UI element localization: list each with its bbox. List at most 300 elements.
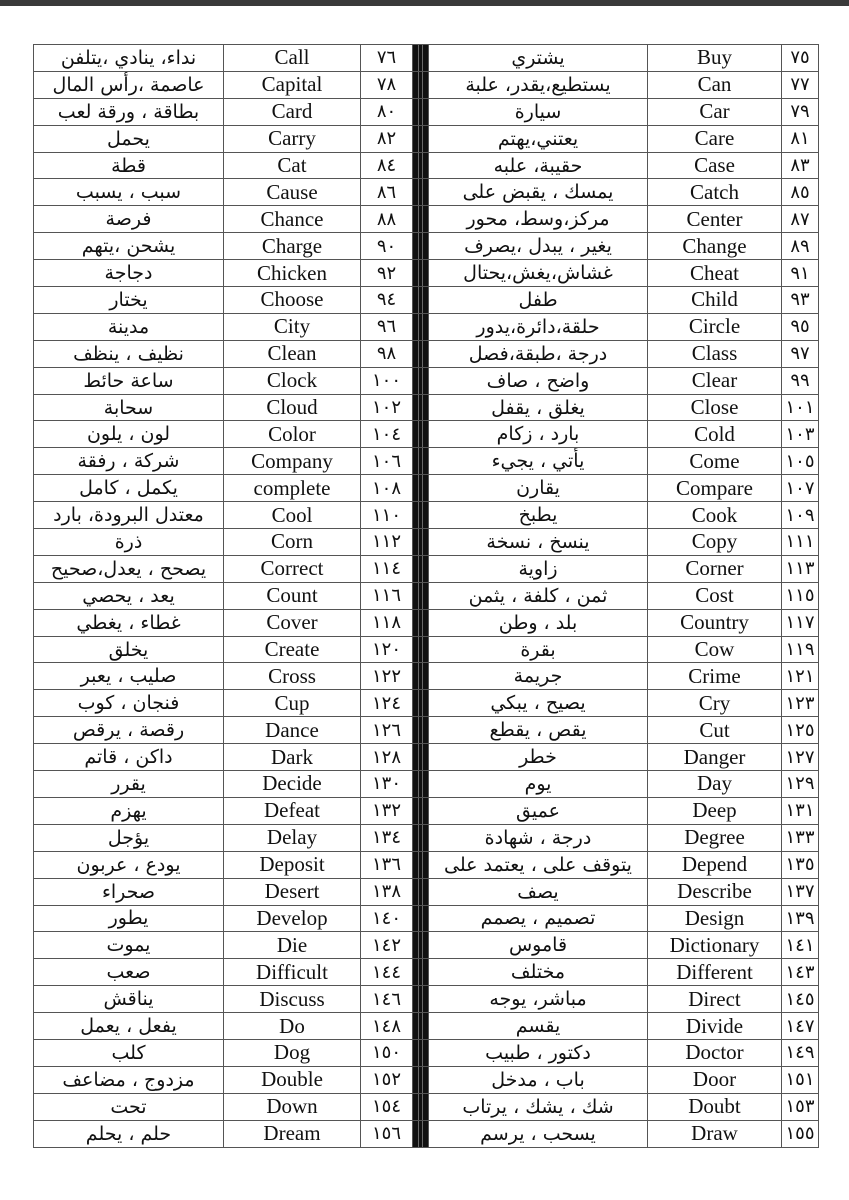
table-row <box>34 71 819 98</box>
left-english-word: Decide <box>224 771 361 798</box>
right-arabic-meaning: باب ، مدخل <box>429 1066 648 1093</box>
left-entry-number: ١٥٦ <box>361 1120 413 1147</box>
table-row <box>34 744 819 771</box>
left-arabic-meaning: يفعل ، يعمل <box>34 1013 224 1040</box>
divider-line <box>418 475 423 501</box>
left-english-word: Difficult <box>224 959 361 986</box>
right-entry-number: ١٠٣ <box>782 421 819 448</box>
left-entry-number: ١٠٨ <box>361 475 413 502</box>
right-entry-number: ١٠٩ <box>782 502 819 529</box>
left-arabic-meaning: مدينة <box>34 313 224 340</box>
left-arabic-meaning: معتدل البرودة، بارد <box>34 502 224 529</box>
left-english-word: complete <box>224 475 361 502</box>
table-row <box>34 986 819 1013</box>
left-english-word: Cat <box>224 152 361 179</box>
right-english-word: Day <box>648 771 782 798</box>
left-english-word: Cool <box>224 502 361 529</box>
column-divider <box>413 125 429 152</box>
table-row <box>34 98 819 125</box>
right-entry-number: ١٠١ <box>782 394 819 421</box>
right-english-word: Doctor <box>648 1039 782 1066</box>
left-entry-number: ٩٨ <box>361 340 413 367</box>
left-arabic-meaning: ذرة <box>34 529 224 556</box>
divider-line <box>418 45 423 71</box>
right-entry-number: ١٢٧ <box>782 744 819 771</box>
table-row <box>34 152 819 179</box>
left-english-word: Dark <box>224 744 361 771</box>
right-entry-number: ١٠٧ <box>782 475 819 502</box>
left-entry-number: ١٤٤ <box>361 959 413 986</box>
column-divider <box>413 313 429 340</box>
left-english-word: Dog <box>224 1039 361 1066</box>
table-row <box>34 609 819 636</box>
divider-line <box>418 448 423 474</box>
vocabulary-sheet <box>33 44 818 1148</box>
divider-line <box>418 771 423 797</box>
column-divider <box>413 555 429 582</box>
right-english-word: Draw <box>648 1120 782 1147</box>
left-english-word: Dance <box>224 717 361 744</box>
left-entry-number: ١١٨ <box>361 609 413 636</box>
divider-line <box>418 610 423 636</box>
left-arabic-meaning: ساعة حائط <box>34 367 224 394</box>
left-english-word: Cloud <box>224 394 361 421</box>
column-divider <box>413 636 429 663</box>
table-row <box>34 233 819 260</box>
right-english-word: Car <box>648 98 782 125</box>
left-arabic-meaning: لون ، يلون <box>34 421 224 448</box>
right-english-word: Child <box>648 287 782 314</box>
left-entry-number: ١٤٨ <box>361 1013 413 1040</box>
left-english-word: Correct <box>224 555 361 582</box>
table-row <box>34 771 819 798</box>
left-arabic-meaning: يناقش <box>34 986 224 1013</box>
right-arabic-meaning: ثمن ، كلفة ، يثمن <box>429 582 648 609</box>
left-arabic-meaning: يقرر <box>34 771 224 798</box>
divider-line <box>418 233 423 259</box>
right-arabic-meaning: يوم <box>429 771 648 798</box>
left-entry-number: ٨٤ <box>361 152 413 179</box>
left-english-word: Color <box>224 421 361 448</box>
right-entry-number: ١٣٧ <box>782 878 819 905</box>
right-english-word: Catch <box>648 179 782 206</box>
right-arabic-meaning: حقيبة، علبه <box>429 152 648 179</box>
column-divider <box>413 1093 429 1120</box>
left-english-word: Cover <box>224 609 361 636</box>
right-english-word: Danger <box>648 744 782 771</box>
right-arabic-meaning: يصيح ، يبكي <box>429 690 648 717</box>
vocabulary-rows <box>34 45 819 1148</box>
divider-line <box>418 690 423 716</box>
table-row <box>34 959 819 986</box>
left-arabic-meaning: يودع ، عربون <box>34 851 224 878</box>
right-arabic-meaning: يمسك ، يقبض على <box>429 179 648 206</box>
table-row <box>34 45 819 72</box>
left-entry-number: ١٢٦ <box>361 717 413 744</box>
right-arabic-meaning: بلد ، وطن <box>429 609 648 636</box>
table-row <box>34 340 819 367</box>
left-arabic-meaning: سحابة <box>34 394 224 421</box>
right-entry-number: ١٤٩ <box>782 1039 819 1066</box>
column-divider <box>413 1013 429 1040</box>
right-arabic-meaning: يعتني،يهتم <box>429 125 648 152</box>
right-arabic-meaning: يستطيع،يقدر، علبة <box>429 71 648 98</box>
right-entry-number: ٨٧ <box>782 206 819 233</box>
right-english-word: Cut <box>648 717 782 744</box>
table-row <box>34 1039 819 1066</box>
table-row <box>34 421 819 448</box>
right-english-word: Different <box>648 959 782 986</box>
column-divider <box>413 179 429 206</box>
left-arabic-meaning: فرصة <box>34 206 224 233</box>
column-divider <box>413 1039 429 1066</box>
right-arabic-meaning: درجة ،طبقة،فصل <box>429 340 648 367</box>
right-english-word: Class <box>648 340 782 367</box>
right-entry-number: ١٢٣ <box>782 690 819 717</box>
divider-line <box>418 1040 423 1066</box>
left-entry-number: ٩٤ <box>361 287 413 314</box>
left-arabic-meaning: حلم ، يحلم <box>34 1120 224 1147</box>
left-english-word: Card <box>224 98 361 125</box>
right-arabic-meaning: طفل <box>429 287 648 314</box>
left-arabic-meaning: يصحح ، يعدل،صحيح <box>34 555 224 582</box>
table-row <box>34 287 819 314</box>
column-divider <box>413 421 429 448</box>
left-english-word: Chance <box>224 206 361 233</box>
left-arabic-meaning: يهزم <box>34 797 224 824</box>
left-entry-number: ١٢٨ <box>361 744 413 771</box>
right-entry-number: ١٤٥ <box>782 986 819 1013</box>
left-entry-number: ٨٢ <box>361 125 413 152</box>
left-arabic-meaning: مزدوج ، مضاعف <box>34 1066 224 1093</box>
left-english-word: Charge <box>224 233 361 260</box>
divider-line <box>418 1013 423 1039</box>
column-divider <box>413 394 429 421</box>
left-entry-number: ١٤٢ <box>361 932 413 959</box>
left-entry-number: ١١٢ <box>361 529 413 556</box>
right-arabic-meaning: زاوية <box>429 555 648 582</box>
divider-line <box>418 986 423 1012</box>
left-arabic-meaning: يموت <box>34 932 224 959</box>
right-arabic-meaning: درجة ، شهادة <box>429 824 648 851</box>
left-english-word: Dream <box>224 1120 361 1147</box>
right-entry-number: ١١٩ <box>782 636 819 663</box>
right-arabic-meaning: تصميم ، يصمم <box>429 905 648 932</box>
table-row <box>34 1093 819 1120</box>
right-entry-number: ١١٥ <box>782 582 819 609</box>
left-arabic-meaning: يطور <box>34 905 224 932</box>
right-english-word: Cost <box>648 582 782 609</box>
divider-line <box>418 583 423 609</box>
right-entry-number: ١٣١ <box>782 797 819 824</box>
left-entry-number: ١٠٠ <box>361 367 413 394</box>
left-arabic-meaning: قطة <box>34 152 224 179</box>
table-row <box>34 475 819 502</box>
column-divider <box>413 851 429 878</box>
right-arabic-meaning: يقسم <box>429 1013 648 1040</box>
left-english-word: Call <box>224 45 361 72</box>
left-english-word: Count <box>224 582 361 609</box>
left-arabic-meaning: فنجان ، كوب <box>34 690 224 717</box>
left-entry-number: ٩٠ <box>361 233 413 260</box>
left-english-word: Cause <box>224 179 361 206</box>
right-english-word: Close <box>648 394 782 421</box>
divider-line <box>418 798 423 824</box>
right-arabic-meaning: واضح ، صاف <box>429 367 648 394</box>
right-entry-number: ٩٧ <box>782 340 819 367</box>
divider-line <box>418 72 423 98</box>
left-english-word: Defeat <box>224 797 361 824</box>
right-arabic-meaning: يطبخ <box>429 502 648 529</box>
left-english-word: Chicken <box>224 260 361 287</box>
right-arabic-meaning: يسحب ، يرسم <box>429 1120 648 1147</box>
divider-line <box>418 1121 423 1147</box>
left-entry-number: ٩٢ <box>361 260 413 287</box>
right-arabic-meaning: بقرة <box>429 636 648 663</box>
right-entry-number: ٩٩ <box>782 367 819 394</box>
right-arabic-meaning: يتوقف على ، يعتمد على <box>429 851 648 878</box>
right-english-word: Buy <box>648 45 782 72</box>
column-divider <box>413 717 429 744</box>
right-english-word: Cheat <box>648 260 782 287</box>
right-arabic-meaning: غشاش،يغش،يحتال <box>429 260 648 287</box>
left-arabic-meaning: سبب ، يسبب <box>34 179 224 206</box>
right-entry-number: ١٢٩ <box>782 771 819 798</box>
left-arabic-meaning: عاصمة ،رأس المال <box>34 71 224 98</box>
divider-line <box>418 556 423 582</box>
left-entry-number: ١٣٠ <box>361 771 413 798</box>
right-english-word: Compare <box>648 475 782 502</box>
divider-line <box>418 959 423 985</box>
right-entry-number: ٨١ <box>782 125 819 152</box>
divider-line <box>418 179 423 205</box>
left-entry-number: ١٠٢ <box>361 394 413 421</box>
vocabulary-table <box>33 44 819 1148</box>
column-divider <box>413 152 429 179</box>
table-row <box>34 663 819 690</box>
left-entry-number: ١٠٦ <box>361 448 413 475</box>
column-divider <box>413 959 429 986</box>
table-row <box>34 824 819 851</box>
left-entry-number: ١٥٠ <box>361 1039 413 1066</box>
right-arabic-meaning: شك ، يشك ، يرتاب <box>429 1093 648 1120</box>
right-arabic-meaning: بارد ، زكام <box>429 421 648 448</box>
right-arabic-meaning: يقص ، يقطع <box>429 717 648 744</box>
right-english-word: Come <box>648 448 782 475</box>
right-entry-number: ٩٥ <box>782 313 819 340</box>
table-row <box>34 313 819 340</box>
left-arabic-meaning: صحراء <box>34 878 224 905</box>
left-english-word: Desert <box>224 878 361 905</box>
right-english-word: Dictionary <box>648 932 782 959</box>
right-arabic-meaning: سيارة <box>429 98 648 125</box>
right-english-word: Design <box>648 905 782 932</box>
table-row <box>34 1120 819 1147</box>
left-entry-number: ١٥٤ <box>361 1093 413 1120</box>
table-row <box>34 717 819 744</box>
right-entry-number: ١٣٥ <box>782 851 819 878</box>
left-entry-number: ١٥٢ <box>361 1066 413 1093</box>
column-divider <box>413 233 429 260</box>
right-english-word: Cold <box>648 421 782 448</box>
right-entry-number: ٧٧ <box>782 71 819 98</box>
right-english-word: Center <box>648 206 782 233</box>
right-entry-number: ٨٣ <box>782 152 819 179</box>
left-english-word: Cross <box>224 663 361 690</box>
column-divider <box>413 932 429 959</box>
left-english-word: Deposit <box>224 851 361 878</box>
column-divider <box>413 690 429 717</box>
right-english-word: Depend <box>648 851 782 878</box>
right-arabic-meaning: قاموس <box>429 932 648 959</box>
right-arabic-meaning: مركز،وسط، محور <box>429 206 648 233</box>
column-divider <box>413 448 429 475</box>
left-arabic-meaning: تحت <box>34 1093 224 1120</box>
table-row <box>34 878 819 905</box>
right-entry-number: ١٥١ <box>782 1066 819 1093</box>
right-entry-number: ٩١ <box>782 260 819 287</box>
left-entry-number: ١٣٢ <box>361 797 413 824</box>
column-divider <box>413 287 429 314</box>
right-entry-number: ١٠٥ <box>782 448 819 475</box>
divider-line <box>418 260 423 286</box>
divider-line <box>418 717 423 743</box>
column-divider <box>413 260 429 287</box>
divider-line <box>418 744 423 770</box>
divider-line <box>418 852 423 878</box>
divider-line <box>418 314 423 340</box>
left-entry-number: ١٠٤ <box>361 421 413 448</box>
left-arabic-meaning: نظيف ، ينظف <box>34 340 224 367</box>
table-row <box>34 555 819 582</box>
right-arabic-meaning: حلقة،دائرة،يدور <box>429 313 648 340</box>
left-arabic-meaning: نداء، ينادي ،يتلفن <box>34 45 224 72</box>
left-arabic-meaning: يخلق <box>34 636 224 663</box>
divider-line <box>418 663 423 689</box>
left-arabic-meaning: كلب <box>34 1039 224 1066</box>
left-english-word: Choose <box>224 287 361 314</box>
table-row <box>34 260 819 287</box>
column-divider <box>413 71 429 98</box>
left-arabic-meaning: يكمل ، كامل <box>34 475 224 502</box>
left-arabic-meaning: شركة ، رفقة <box>34 448 224 475</box>
right-arabic-meaning: يغير ، يبدل ،يصرف <box>429 233 648 260</box>
right-english-word: Can <box>648 71 782 98</box>
column-divider <box>413 663 429 690</box>
table-row <box>34 851 819 878</box>
left-entry-number: ٧٨ <box>361 71 413 98</box>
column-divider <box>413 986 429 1013</box>
left-entry-number: ٨٦ <box>361 179 413 206</box>
right-english-word: Cow <box>648 636 782 663</box>
right-entry-number: ١٤١ <box>782 932 819 959</box>
left-arabic-meaning: يختار <box>34 287 224 314</box>
divider-line <box>418 368 423 394</box>
left-entry-number: ١٣٨ <box>361 878 413 905</box>
right-english-word: Direct <box>648 986 782 1013</box>
divider-line <box>418 126 423 152</box>
column-divider <box>413 609 429 636</box>
right-english-word: Describe <box>648 878 782 905</box>
left-arabic-meaning: بطاقة ، ورقة لعب <box>34 98 224 125</box>
column-divider <box>413 797 429 824</box>
right-english-word: Clear <box>648 367 782 394</box>
right-entry-number: ١٥٥ <box>782 1120 819 1147</box>
right-entry-number: ٧٥ <box>782 45 819 72</box>
right-english-word: Doubt <box>648 1093 782 1120</box>
table-row <box>34 1013 819 1040</box>
divider-line <box>418 99 423 125</box>
right-entry-number: ٩٣ <box>782 287 819 314</box>
column-divider <box>413 1120 429 1147</box>
right-entry-number: ١١٣ <box>782 555 819 582</box>
column-divider <box>413 582 429 609</box>
table-row <box>34 206 819 233</box>
table-row <box>34 636 819 663</box>
right-arabic-meaning: يأتي ، يجيء <box>429 448 648 475</box>
table-row <box>34 797 819 824</box>
right-entry-number: ١٥٣ <box>782 1093 819 1120</box>
left-english-word: Develop <box>224 905 361 932</box>
divider-line <box>418 502 423 528</box>
table-row <box>34 448 819 475</box>
left-entry-number: ١٤٠ <box>361 905 413 932</box>
left-english-word: Down <box>224 1093 361 1120</box>
right-english-word: Degree <box>648 824 782 851</box>
divider-line <box>418 1094 423 1120</box>
right-english-word: Cook <box>648 502 782 529</box>
divider-line <box>418 341 423 367</box>
divider-line <box>418 637 423 663</box>
left-arabic-meaning: دجاجة <box>34 260 224 287</box>
left-english-word: Create <box>224 636 361 663</box>
column-divider <box>413 45 429 72</box>
left-entry-number: ١٣٤ <box>361 824 413 851</box>
table-row <box>34 529 819 556</box>
left-english-word: Do <box>224 1013 361 1040</box>
left-english-word: Clean <box>224 340 361 367</box>
table-row <box>34 582 819 609</box>
right-entry-number: ١٢١ <box>782 663 819 690</box>
top-edge-bar <box>0 0 849 6</box>
table-row <box>34 932 819 959</box>
divider-line <box>418 287 423 313</box>
table-row <box>34 179 819 206</box>
left-entry-number: ١٣٦ <box>361 851 413 878</box>
right-english-word: Country <box>648 609 782 636</box>
left-arabic-meaning: صليب ، يعبر <box>34 663 224 690</box>
column-divider <box>413 340 429 367</box>
right-entry-number: ١٢٥ <box>782 717 819 744</box>
divider-line <box>418 206 423 232</box>
left-english-word: Double <box>224 1066 361 1093</box>
column-divider <box>413 367 429 394</box>
column-divider <box>413 529 429 556</box>
right-english-word: Care <box>648 125 782 152</box>
right-entry-number: ١١١ <box>782 529 819 556</box>
right-entry-number: ١٤٣ <box>782 959 819 986</box>
right-english-word: Crime <box>648 663 782 690</box>
left-entry-number: ١١٤ <box>361 555 413 582</box>
left-entry-number: ١٢٠ <box>361 636 413 663</box>
left-arabic-meaning: صعب <box>34 959 224 986</box>
column-divider <box>413 905 429 932</box>
divider-line <box>418 421 423 447</box>
left-entry-number: ٨٠ <box>361 98 413 125</box>
left-entry-number: ١١٠ <box>361 502 413 529</box>
right-english-word: Circle <box>648 313 782 340</box>
left-arabic-meaning: يحمل <box>34 125 224 152</box>
